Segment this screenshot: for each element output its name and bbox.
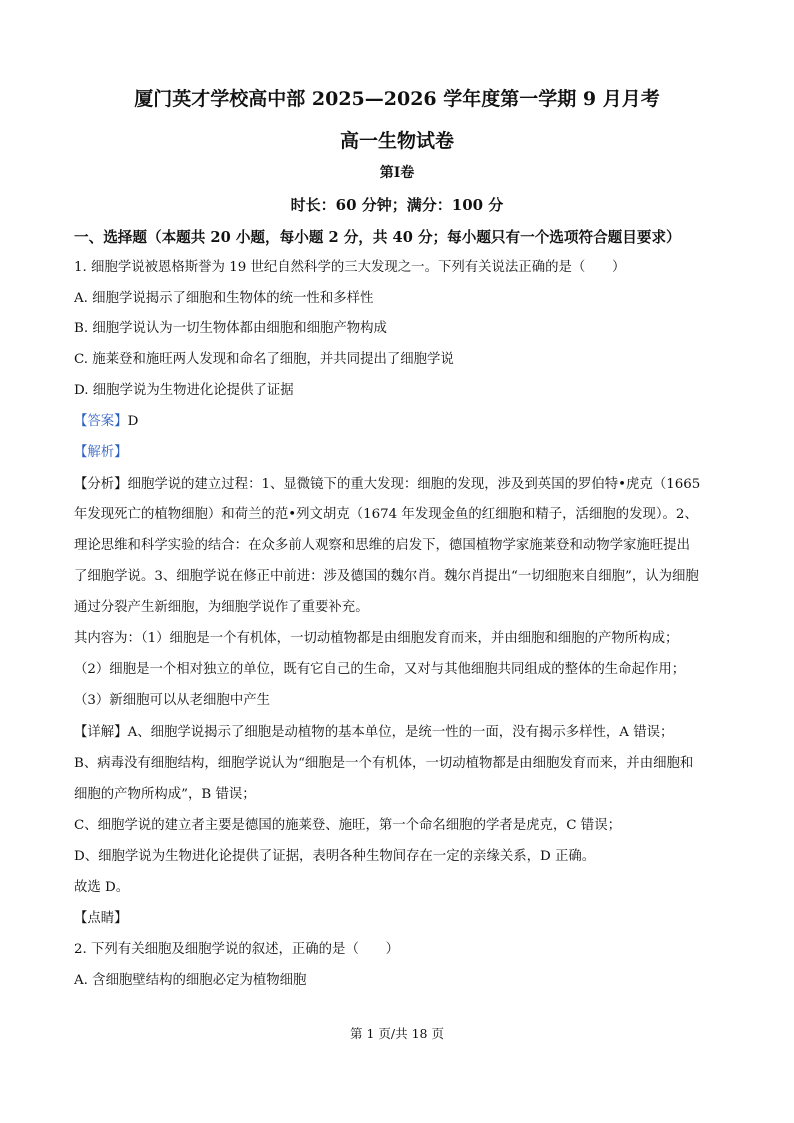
answer-tag: 【答案】 [74,414,128,429]
q1-option-b: B. 细胞学说认为一切生物体都由细胞和细胞产物构成 [74,321,387,336]
fenxi-line-3: 理论思维和科学实验的结合：在众多前人观察和思维的启发下，德国植物学家施莱登和动物学家施旺提出 [74,538,690,553]
q2-stem: 2. 下列有关细胞及细胞学说的叙述，正确的是（ ） [74,942,400,957]
volume-label: 第Ⅰ卷 [379,165,415,181]
fenxi-line-2: 年发现死亡的植物细胞）和荷兰的范•列文胡克（1674 年发现金鱼的红细胞和精子，活细胞的发现）。2、 [74,507,698,522]
q1-stem: 1. 细胞学说被恩格斯誉为 19 世纪自然科学的三大发现之一。下列有关说法正确的是（ ） [74,260,626,275]
analysis-tag: 【解析】 [74,445,128,460]
answer-value: D [127,414,139,429]
xiangjie-text-1: A、细胞学说揭示了细胞是动植物的基本单位，是统一性的一面，没有揭示多样性，A 错误； [127,725,674,740]
q1-option-a: A. 细胞学说揭示了细胞和生物体的统一性和多样性 [74,291,374,306]
fenxi-line-1 [74,476,700,494]
xiangjie-line-3: 细胞的产物所构成”，B 错误； [74,787,256,802]
xiangjie-line-2: B、病毒没有细胞结构，细胞学说认为“细胞是一个有机体，一切动植物都是由细胞发育而来，并由细胞和 [74,756,694,771]
q1-answer [74,413,138,431]
q1-option-d: D. 细胞学说为生物进化论提供了证据 [74,383,294,398]
xiangjie-line-6: 故选 D。 [74,880,130,895]
content-line-2: （2）细胞是一个相对独立的单位，既有它自己的生命，又对与其他细胞共同组成的整体的生命起作用； [74,662,686,677]
fenxi-tag: 【分析】 [74,477,128,492]
fenxi-line-5: 通过分裂产生新细胞，为细胞学说作了重要补充。 [74,600,369,615]
content-line-3: （3）新细胞可以从老细胞中产生 [74,693,270,708]
content-line-1: 其内容为：（1）细胞是一个有机体，一切动植物都是由细胞发育而来，并由细胞和细胞的产物所构成； [74,631,679,646]
q1-option-c: C. 施莱登和施旺两人发现和命名了细胞，并共同提出了细胞学说 [74,352,454,367]
xiangjie-tag: 【详解】 [74,725,128,740]
exam-title: 厦门英才学校高中部 2025—2026 学年度第一学期 9 月月考 [134,88,660,110]
fenxi-text-1: 细胞学说的建立过程：1、显微镜下的重大发现：细胞的发现，涉及到英国的罗伯特•虎克（1665 [127,477,701,492]
exam-subtitle: 高一生物试卷 [339,130,454,152]
page-footer: 第 1 页/共 18 页 [350,1026,444,1041]
fenxi-line-4: 了细胞学说。3、细胞学说在修正中前进：涉及德国的魏尔肖。魏尔肖提出“一切细胞来自细胞”，认为细胞 [74,569,699,584]
xiangjie-line-5: D、细胞学说为生物进化论提供了证据，表明各种生物间存在一定的亲缘关系，D 正确。 [74,849,596,864]
dianjing-tag: 【点睛】 [74,911,128,926]
q2-option-a: A. 含细胞壁结构的细胞必定为植物细胞 [74,973,307,988]
xiangjie-line-1 [74,724,673,742]
xiangjie-line-4: C、细胞学说的建立者主要是德国的施莱登、施旺，第一个命名细胞的学者是虎克，C 错误； [74,818,621,833]
exam-meta: 时长：60 分钟；满分：100 分 [290,196,504,214]
section-heading: 一、选择题（本题共 20 小题，每小题 2 分，共 40 分；每小题只有一个选项符合题目要求） [74,229,681,246]
